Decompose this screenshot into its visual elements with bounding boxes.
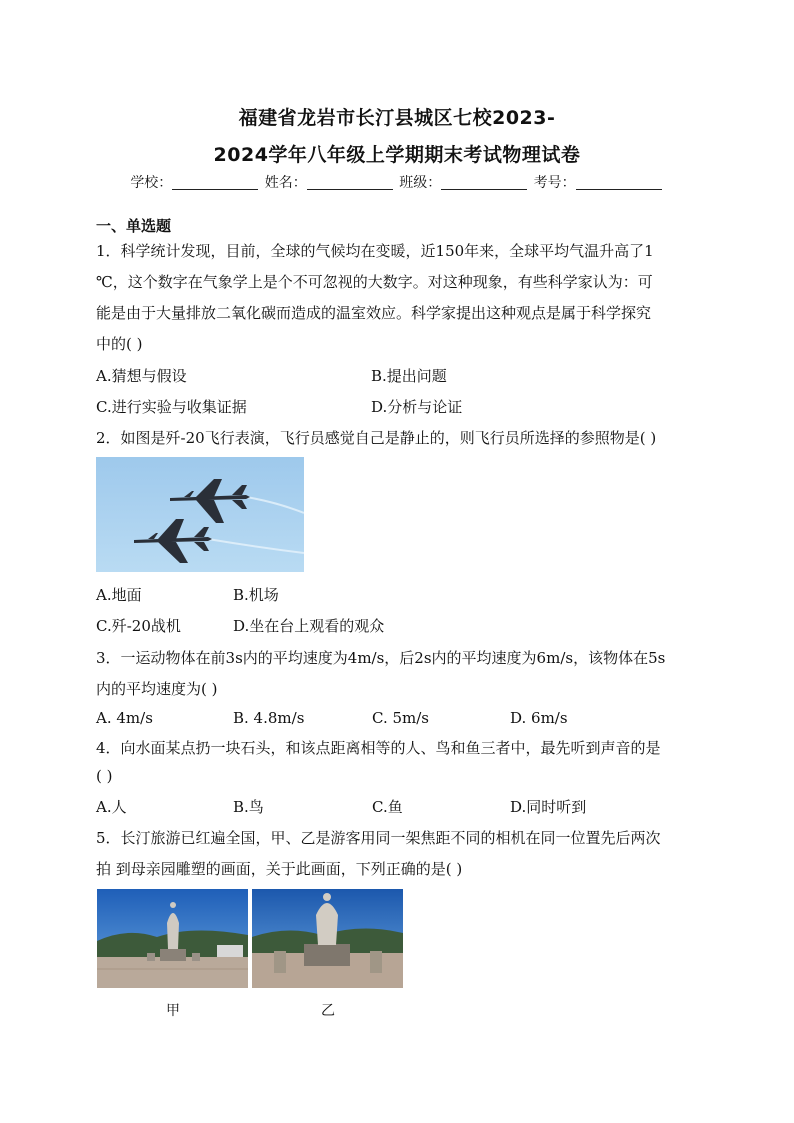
exam-title-line1: 福建省龙岩市长汀县城区七校2023- bbox=[238, 107, 556, 129]
q1-line-2: ℃，这个数字在气象学上是个不可忽视的大数字。对这种现象，有些科学家认为：可 bbox=[96, 273, 653, 291]
q3-option-a[interactable]: A. 4m/s bbox=[96, 709, 153, 727]
class-blank[interactable] bbox=[441, 175, 527, 190]
statue-image-yi bbox=[252, 889, 403, 988]
school-blank[interactable] bbox=[172, 175, 258, 190]
q1-option-c[interactable]: C.进行实验与收集证据 bbox=[96, 398, 247, 416]
j20-jets-photo bbox=[96, 457, 304, 572]
class-label: 班级： bbox=[399, 175, 442, 191]
student-info-row bbox=[0, 172, 794, 192]
statue-image-jia bbox=[97, 889, 248, 988]
q1-line-1: 1．科学统计发现，目前，全球的气候均在变暖，近150年来，全球平均气温升高了1 bbox=[96, 242, 654, 260]
caption-jia: 甲 bbox=[166, 1003, 180, 1019]
q4-option-c[interactable]: C.鱼 bbox=[372, 798, 403, 816]
q1-option-d[interactable]: D.分析与论证 bbox=[371, 398, 463, 416]
school-label: 学校： bbox=[130, 175, 173, 191]
q4-option-a[interactable]: A.人 bbox=[96, 798, 127, 816]
j20-jets-image bbox=[96, 457, 304, 572]
q1-option-b[interactable]: B.提出问题 bbox=[371, 367, 447, 385]
q2-option-a[interactable]: A.地面 bbox=[96, 586, 142, 604]
q4-line-2: ( ) bbox=[96, 767, 113, 785]
q1-line-3: 能是由于大量排放二氧化碳而造成的温室效应。科学家提出这种观点是属于科学探究 bbox=[96, 304, 652, 322]
q3-line-1: 3．一运动物体在前3s内的平均速度为4m/s，后2s内的平均速度为6m/s，该物体在5s bbox=[96, 649, 666, 667]
exam-no-label: 考号： bbox=[533, 175, 576, 191]
q3-option-c[interactable]: C. 5m/s bbox=[372, 709, 429, 727]
q5-line-2: 拍 到母亲园雕塑的画面，关于此画面，下列正确的是( ) bbox=[96, 860, 463, 878]
exam-no-blank[interactable] bbox=[576, 175, 662, 190]
q3-option-b[interactable]: B. 4.8m/s bbox=[233, 709, 305, 727]
exam-title-line2: 2024学年八年级上学期期末考试物理试卷 bbox=[213, 144, 581, 166]
q5-line-1: 5．长汀旅游已红遍全国，甲、乙是游客用同一架焦距不同的相机在同一位置先后两次 bbox=[96, 829, 661, 847]
q2-option-c[interactable]: C.歼-20战机 bbox=[96, 617, 181, 635]
q2-option-d[interactable]: D.坐在台上观看的观众 bbox=[233, 617, 385, 635]
name-label: 姓名： bbox=[264, 175, 307, 191]
q4-option-b[interactable]: B.鸟 bbox=[233, 798, 264, 816]
section-heading: 一、单选题 bbox=[96, 217, 172, 235]
statue-photo-yi bbox=[252, 889, 403, 988]
name-blank[interactable] bbox=[307, 175, 393, 190]
statue-photo-jia bbox=[97, 889, 248, 988]
q3-option-d[interactable]: D. 6m/s bbox=[510, 709, 568, 727]
caption-yi: 乙 bbox=[321, 1003, 335, 1019]
q1-option-a[interactable]: A.猜想与假设 bbox=[96, 367, 187, 385]
q2-stem: 2．如图是歼-20飞行表演，飞行员感觉自己是静止的，则飞行员所选择的参照物是( ) bbox=[96, 429, 657, 447]
q4-option-d[interactable]: D.同时听到 bbox=[510, 798, 587, 816]
q2-option-b[interactable]: B.机场 bbox=[233, 586, 279, 604]
q3-line-2: 内的平均速度为( ) bbox=[96, 680, 218, 698]
q4-line-1: 4．向水面某点扔一块石头，和该点距离相等的人、鸟和鱼三者中，最先听到声音的是 bbox=[96, 739, 661, 757]
q1-line-4: 中的( ) bbox=[96, 335, 143, 353]
